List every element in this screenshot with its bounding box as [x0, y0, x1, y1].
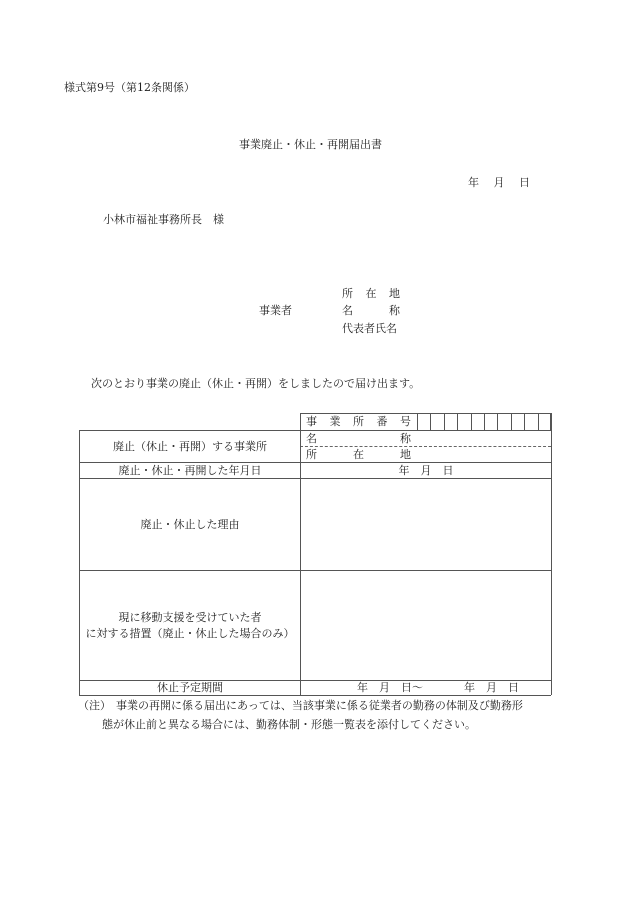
business-number-label: 事 業 所 番 号	[306, 415, 411, 428]
business-number-digit[interactable]	[497, 413, 510, 430]
business-number-digit[interactable]	[457, 413, 470, 430]
intro-text: 次のとおり事業の廃止（休止・再開）をしましたので届け出ます。	[91, 377, 421, 390]
date-line	[468, 177, 530, 188]
business-number-digit[interactable]	[538, 413, 551, 430]
office-name-label: 名 称	[306, 432, 411, 445]
day-label: 日	[519, 176, 530, 189]
business-number-digit[interactable]	[524, 413, 537, 430]
applicant-label: 事業者	[259, 304, 292, 317]
year-label: 年	[468, 176, 479, 189]
measures-field[interactable]	[301, 571, 551, 680]
business-number-digit[interactable]	[444, 413, 457, 430]
office-address-label: 所 在 地	[306, 448, 411, 461]
addressee: 小林市福祉事務所長 様	[103, 213, 224, 226]
note-line-1: 事業の再開に係る届出にあっては、当該事業に係る従業者の勤務の体制及び勤務形	[116, 699, 523, 712]
business-number-digit[interactable]	[471, 413, 484, 430]
document-title: 事業廃止・休止・再開届出書	[239, 138, 382, 151]
period-row-label: 休止予定期間	[157, 681, 223, 695]
note-line-2: 態が休止前と異なる場合には、勤務体制・形態一覧表を添付してください。	[102, 718, 476, 731]
month-label: 月	[493, 176, 505, 189]
date-row-value[interactable]: 年 月 日	[398, 463, 454, 477]
business-number-boxes	[417, 413, 551, 430]
reason-row-label: 廃止・休止した理由	[140, 517, 240, 531]
date-row-label: 廃止・休止・再開した年月日	[118, 463, 262, 477]
business-number-digit[interactable]	[417, 413, 430, 430]
form-number: 様式第9号（第12条関係）	[64, 81, 195, 94]
office-name-field[interactable]	[414, 431, 549, 445]
applicant-address-label: 所 在 地	[342, 287, 400, 300]
period-from[interactable]: 年 月 日～	[357, 681, 423, 694]
office-address-field[interactable]	[414, 447, 549, 461]
business-number-digit[interactable]	[511, 413, 524, 430]
period-to[interactable]: 年 月 日	[464, 681, 519, 694]
note-prefix: （注）	[78, 699, 111, 712]
measures-row-label: 現に移動支援を受けていた者 に対する措置（廃止・休止した場合のみ）	[85, 610, 295, 640]
office-row-label: 廃止（休止・再開）する事業所	[113, 439, 267, 453]
reason-field[interactable]	[301, 479, 551, 570]
applicant-name-label: 名 称	[342, 304, 400, 317]
business-number-digit[interactable]	[430, 413, 443, 430]
representative-label: 代表者氏名	[342, 322, 397, 335]
business-number-digit[interactable]	[484, 413, 497, 430]
